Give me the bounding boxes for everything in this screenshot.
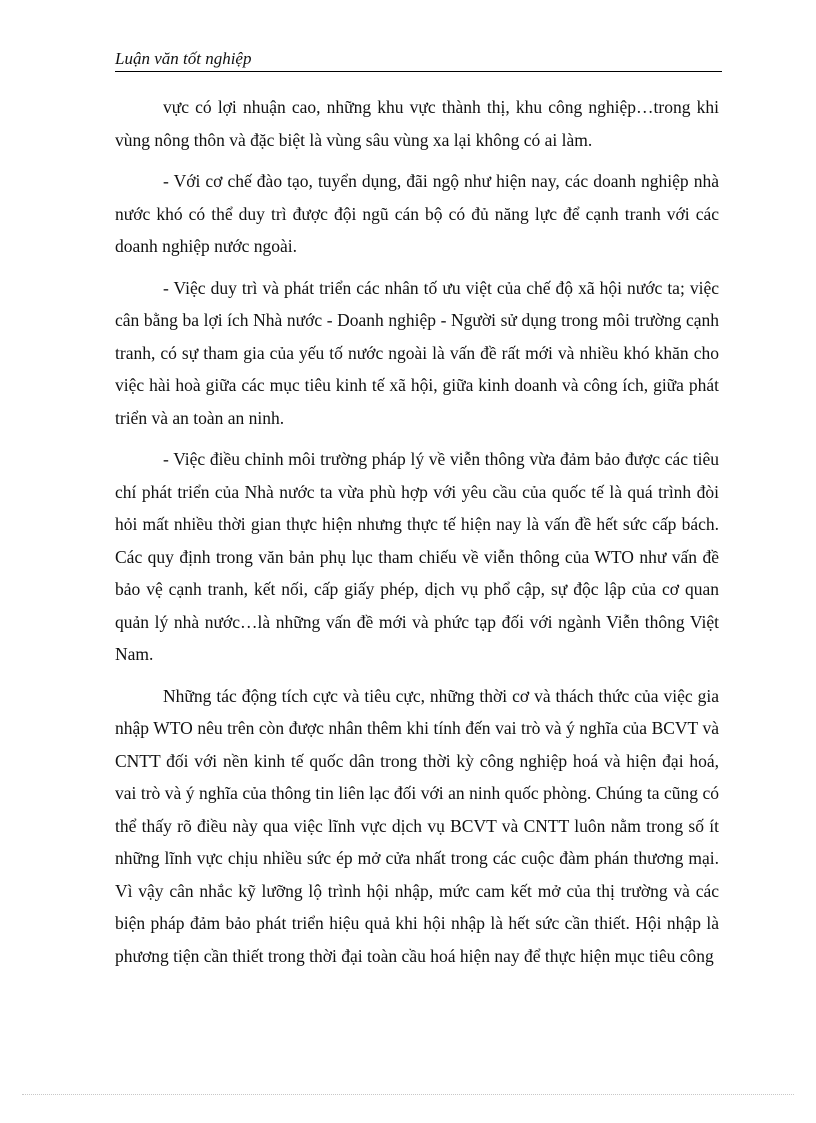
document-body [115,91,719,972]
paragraph-impacts: Những tác động tích cực và tiêu cực, những thời cơ và thách thức của việc gia nhập WTO nêu trên còn được nhân thêm khi tính đến vai trò và ý nghĩa của BCVT và CNTT đối với nền kinh tế quốc dân trong thời kỳ công nghiệp hoá và hiện đại hoá, vai trò và ý nghĩa của thông tin liên lạc đối với an ninh quốc phòng. Chúng ta cũng có thể thấy rõ điều này qua việc lĩnh vực dịch vụ BCVT và CNTT luôn nằm trong số ít những lĩnh vực chịu nhiều sức ép mở cửa nhất trong các cuộc đàm phán thương mại. Vì vậy cân nhắc kỹ lưỡng lộ trình hội nhập, mức cam kết mở của thị trường và các biện pháp đảm bảo phát triển hiệu quả khi hội nhập là hết sức cần thiết. Hội nhập là phương tiện cần thiết trong thời đại toàn cầu hoá hiện nay để thực hiện mục tiêu công [115,685,719,966]
running-header: Luận văn tốt nghiệp [115,48,722,72]
paragraph-continuation: vực có lợi nhuận cao, những khu vực thành thị, khu công nghiệp…trong khi vùng nông thôn và đặc biệt là vùng sâu vùng xa lại không có ai làm. [115,97,719,150]
paragraph-legal-environment: - Việc điều chỉnh môi trường pháp lý về viễn thông vừa đảm bảo được các tiêu chí phát triển của Nhà nước ta vừa phù hợp với yêu cầu của quốc tế là quá trình đòi hỏi mất nhiều thời gian thực hiện nhưng thực tế hiện nay là vấn đề hết sức cấp bách. Các quy định trong văn bản phụ lục tham chiếu về viễn thông của WTO như vấn đề bảo vệ cạnh tranh, kết nối, cấp giấy phép, dịch vụ phổ cập, sự độc lập của cơ quan quản lý nhà nước…là những vấn đề mới và phức tạp đối với ngành Viễn thông Việt Nam. [115,449,719,664]
paragraph-training-policy: - Với cơ chế đào tạo, tuyển dụng, đãi ngộ như hiện nay, các doanh nghiệp nhà nước khó có thể duy trì được đội ngũ cán bộ có đủ năng lực để cạnh tranh với các doanh nghiệp nước ngoài. [115,171,719,256]
paragraph-social-benefits: - Việc duy trì và phát triển các nhân tố ưu việt của chế độ xã hội nước ta; việc cân bằng ba lợi ích Nhà nước - Doanh nghiệp - Người sử dụng trong môi trường cạnh tranh, có sự tham gia của yếu tố nước ngoài là vấn đề rất mới và nhiều khó khăn cho việc hài hoà giữa các mục tiêu kinh tế xã hội, giữa kinh doanh và công ích, giữa phát triển và an toàn an ninh. [115,277,719,428]
page-bottom-divider [22,1094,794,1095]
